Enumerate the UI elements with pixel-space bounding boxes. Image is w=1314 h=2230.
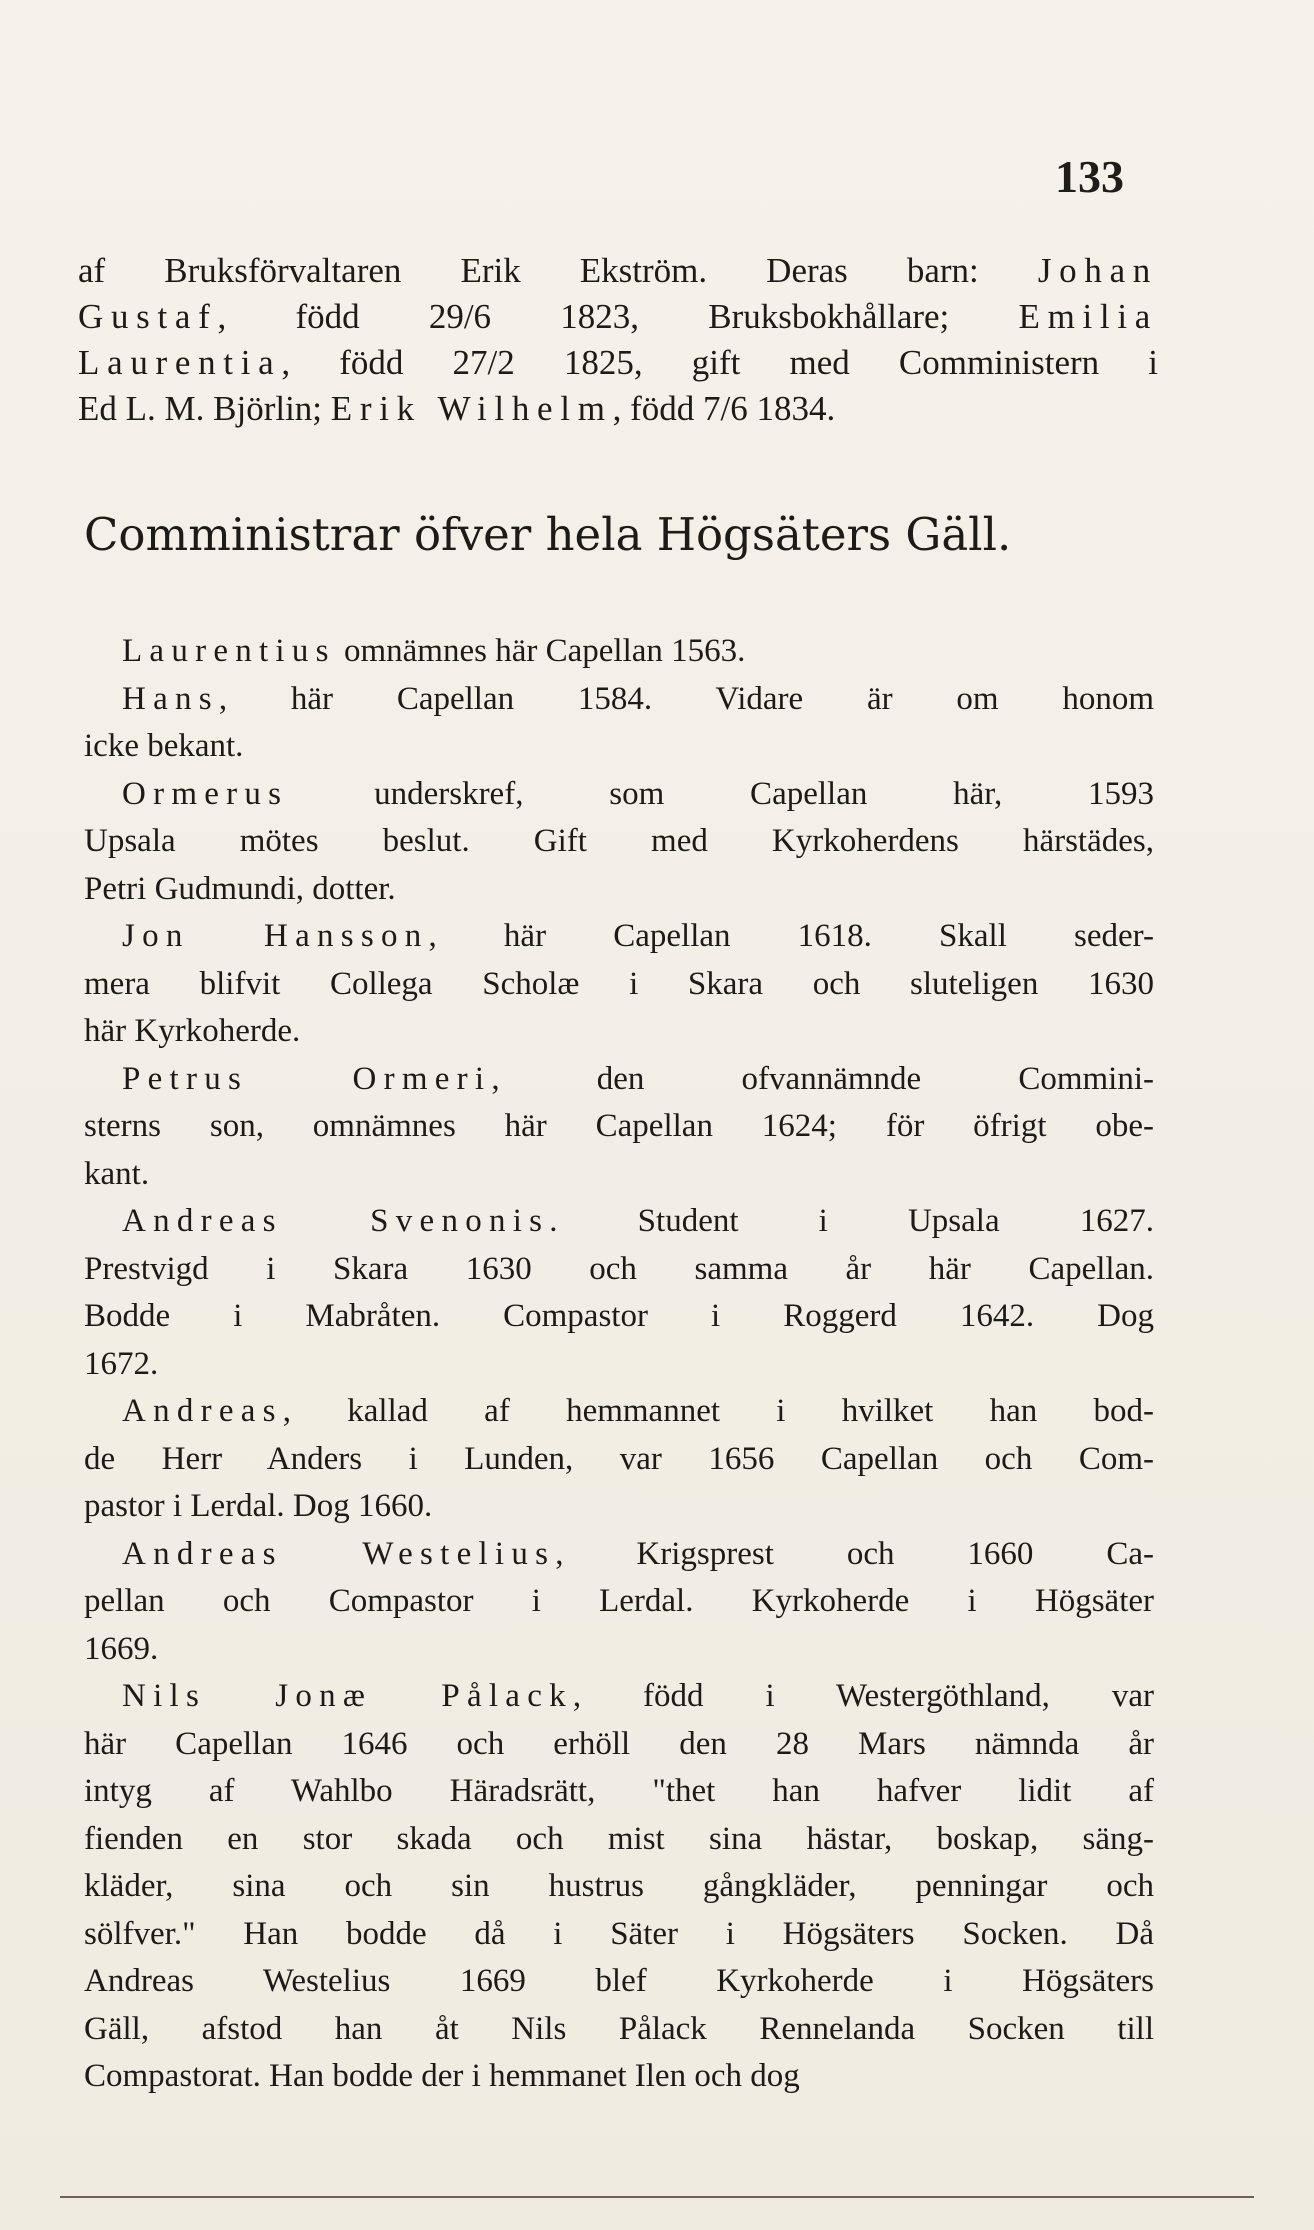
entry-name: Andreas Westelius [122, 1535, 556, 1572]
intro-line: Ed L. M. Björlin; Erik Wilhelm, född 7/6 1834. [78, 389, 836, 428]
entry-name: Andreas [122, 1393, 283, 1429]
entry [84, 771, 1154, 914]
entry [84, 913, 1154, 1056]
entry [84, 1531, 1154, 1674]
entry-line: Andreas Svenonis. Student i Upsala 1627. [122, 1203, 1154, 1239]
entry-line: sterns son, omnämnes här Capellan 1624; för öfrigt obe- [84, 1108, 1154, 1144]
entry-name: Petrus Ormeri [122, 1060, 492, 1097]
entry [84, 676, 1154, 771]
entries-list [84, 628, 1154, 2101]
entry [84, 1198, 1154, 1388]
entry-line: pellan och Compastor i Lerdal. Kyrkoherde i Högsäter [84, 1583, 1154, 1619]
entry-line: sölfver." Han bodde då i Säter i Högsäters Socken. Då [84, 1915, 1154, 1952]
entry-line: Ormerus underskref, som Capellan här, 1593 [122, 775, 1154, 812]
entry [84, 1056, 1154, 1199]
entry-line: Gäll, afstod han åt Nils Pålack Rennelanda Socken till [84, 2010, 1154, 2047]
entry-line: kant. [84, 1155, 150, 1192]
entry-line: Compastorat. Han bodde der i hemmanet Ilen och dog [84, 2058, 800, 2094]
entry [84, 628, 1154, 676]
intro-paragraph [78, 248, 1158, 432]
entry-line: Andreas Westelius 1669 blef Kyrkoherde i Högsäters [84, 1963, 1154, 1999]
entry-line: de Herr Anders i Lunden, var 1656 Capellan och Com- [84, 1440, 1154, 1477]
entry-line: Hans, här Capellan 1584. Vidare är om honom [122, 680, 1154, 717]
entry-line: Upsala mötes beslut. Gift med Kyrkoherdens härstädes, [84, 823, 1154, 859]
section-heading: Comministrar öfver hela Högsäters Gäll. [84, 508, 1012, 561]
entry-name: Jon Hansson [122, 918, 429, 954]
entry-line: icke bekant. [84, 728, 244, 764]
entry-line: kläder, sina och sin hustrus gångkläder, penningar och [84, 1868, 1154, 1904]
entry-line: fienden en stor skada och mist sina hästar, boskap, säng- [84, 1820, 1154, 1857]
entry-line: här Capellan 1646 och erhöll den 28 Mars nämnda år [84, 1725, 1154, 1762]
entry-line: Petrus Ormeri, den ofvannämnde Commini- [122, 1060, 1154, 1097]
entry-line: Laurentius omnämnes här Capellan 1563. [122, 633, 746, 669]
entry-line: Petri Gudmundi, dotter. [84, 870, 396, 907]
entry-line: här Kyrkoherde. [84, 1013, 301, 1049]
entry-line: Jon Hansson, här Capellan 1618. Skall seder- [122, 918, 1155, 954]
entry-line: pastor i Lerdal. Dog 1660. [84, 1488, 433, 1524]
entry-line: Andreas Westelius, Krigsprest och 1660 Ca- [122, 1535, 1154, 1572]
entry-line: Bodde i Mabråten. Compastor i Roggerd 1642. Dog [84, 1298, 1154, 1334]
entry-line: Nils Jonæ Pålack, född i Westergöthland, var [122, 1678, 1154, 1714]
entry-name: Hans [122, 680, 219, 717]
entry-line: intyg af Wahlbo Häradsrätt, "thet han hafver lidit af [84, 1773, 1154, 1809]
entry-line: Prestvigd i Skara 1630 och samma år här Capellan. [84, 1250, 1154, 1287]
page-bottom-rule [60, 2196, 1254, 2198]
entry-name: Laurentius [122, 633, 336, 669]
entry [84, 1388, 1154, 1531]
entry-name: Ormerus [122, 775, 289, 812]
entry-name: Nils Jonæ Pålack [122, 1678, 573, 1714]
entry-line: 1672. [84, 1345, 159, 1382]
entry-line: 1669. [84, 1630, 159, 1667]
entry-line: Andreas, kallad af hemmannet i hvilket han bod- [122, 1393, 1154, 1429]
intro-line: Laurentia, född 27/2 1825, gift med Comministern i [78, 343, 1158, 382]
entry [84, 1673, 1154, 2101]
intro-line: Gustaf, född 29/6 1823, Bruksbokhållare; Emilia [78, 297, 1158, 336]
page-number: 133 [1055, 151, 1124, 202]
entry-name: Andreas Svenonis [122, 1203, 550, 1239]
entry-line: mera blifvit Collega Scholæ i Skara och sluteligen 1630 [84, 965, 1154, 1002]
intro-line: af Bruksförvaltaren Erik Ekström. Deras barn: Johan [78, 251, 1158, 290]
